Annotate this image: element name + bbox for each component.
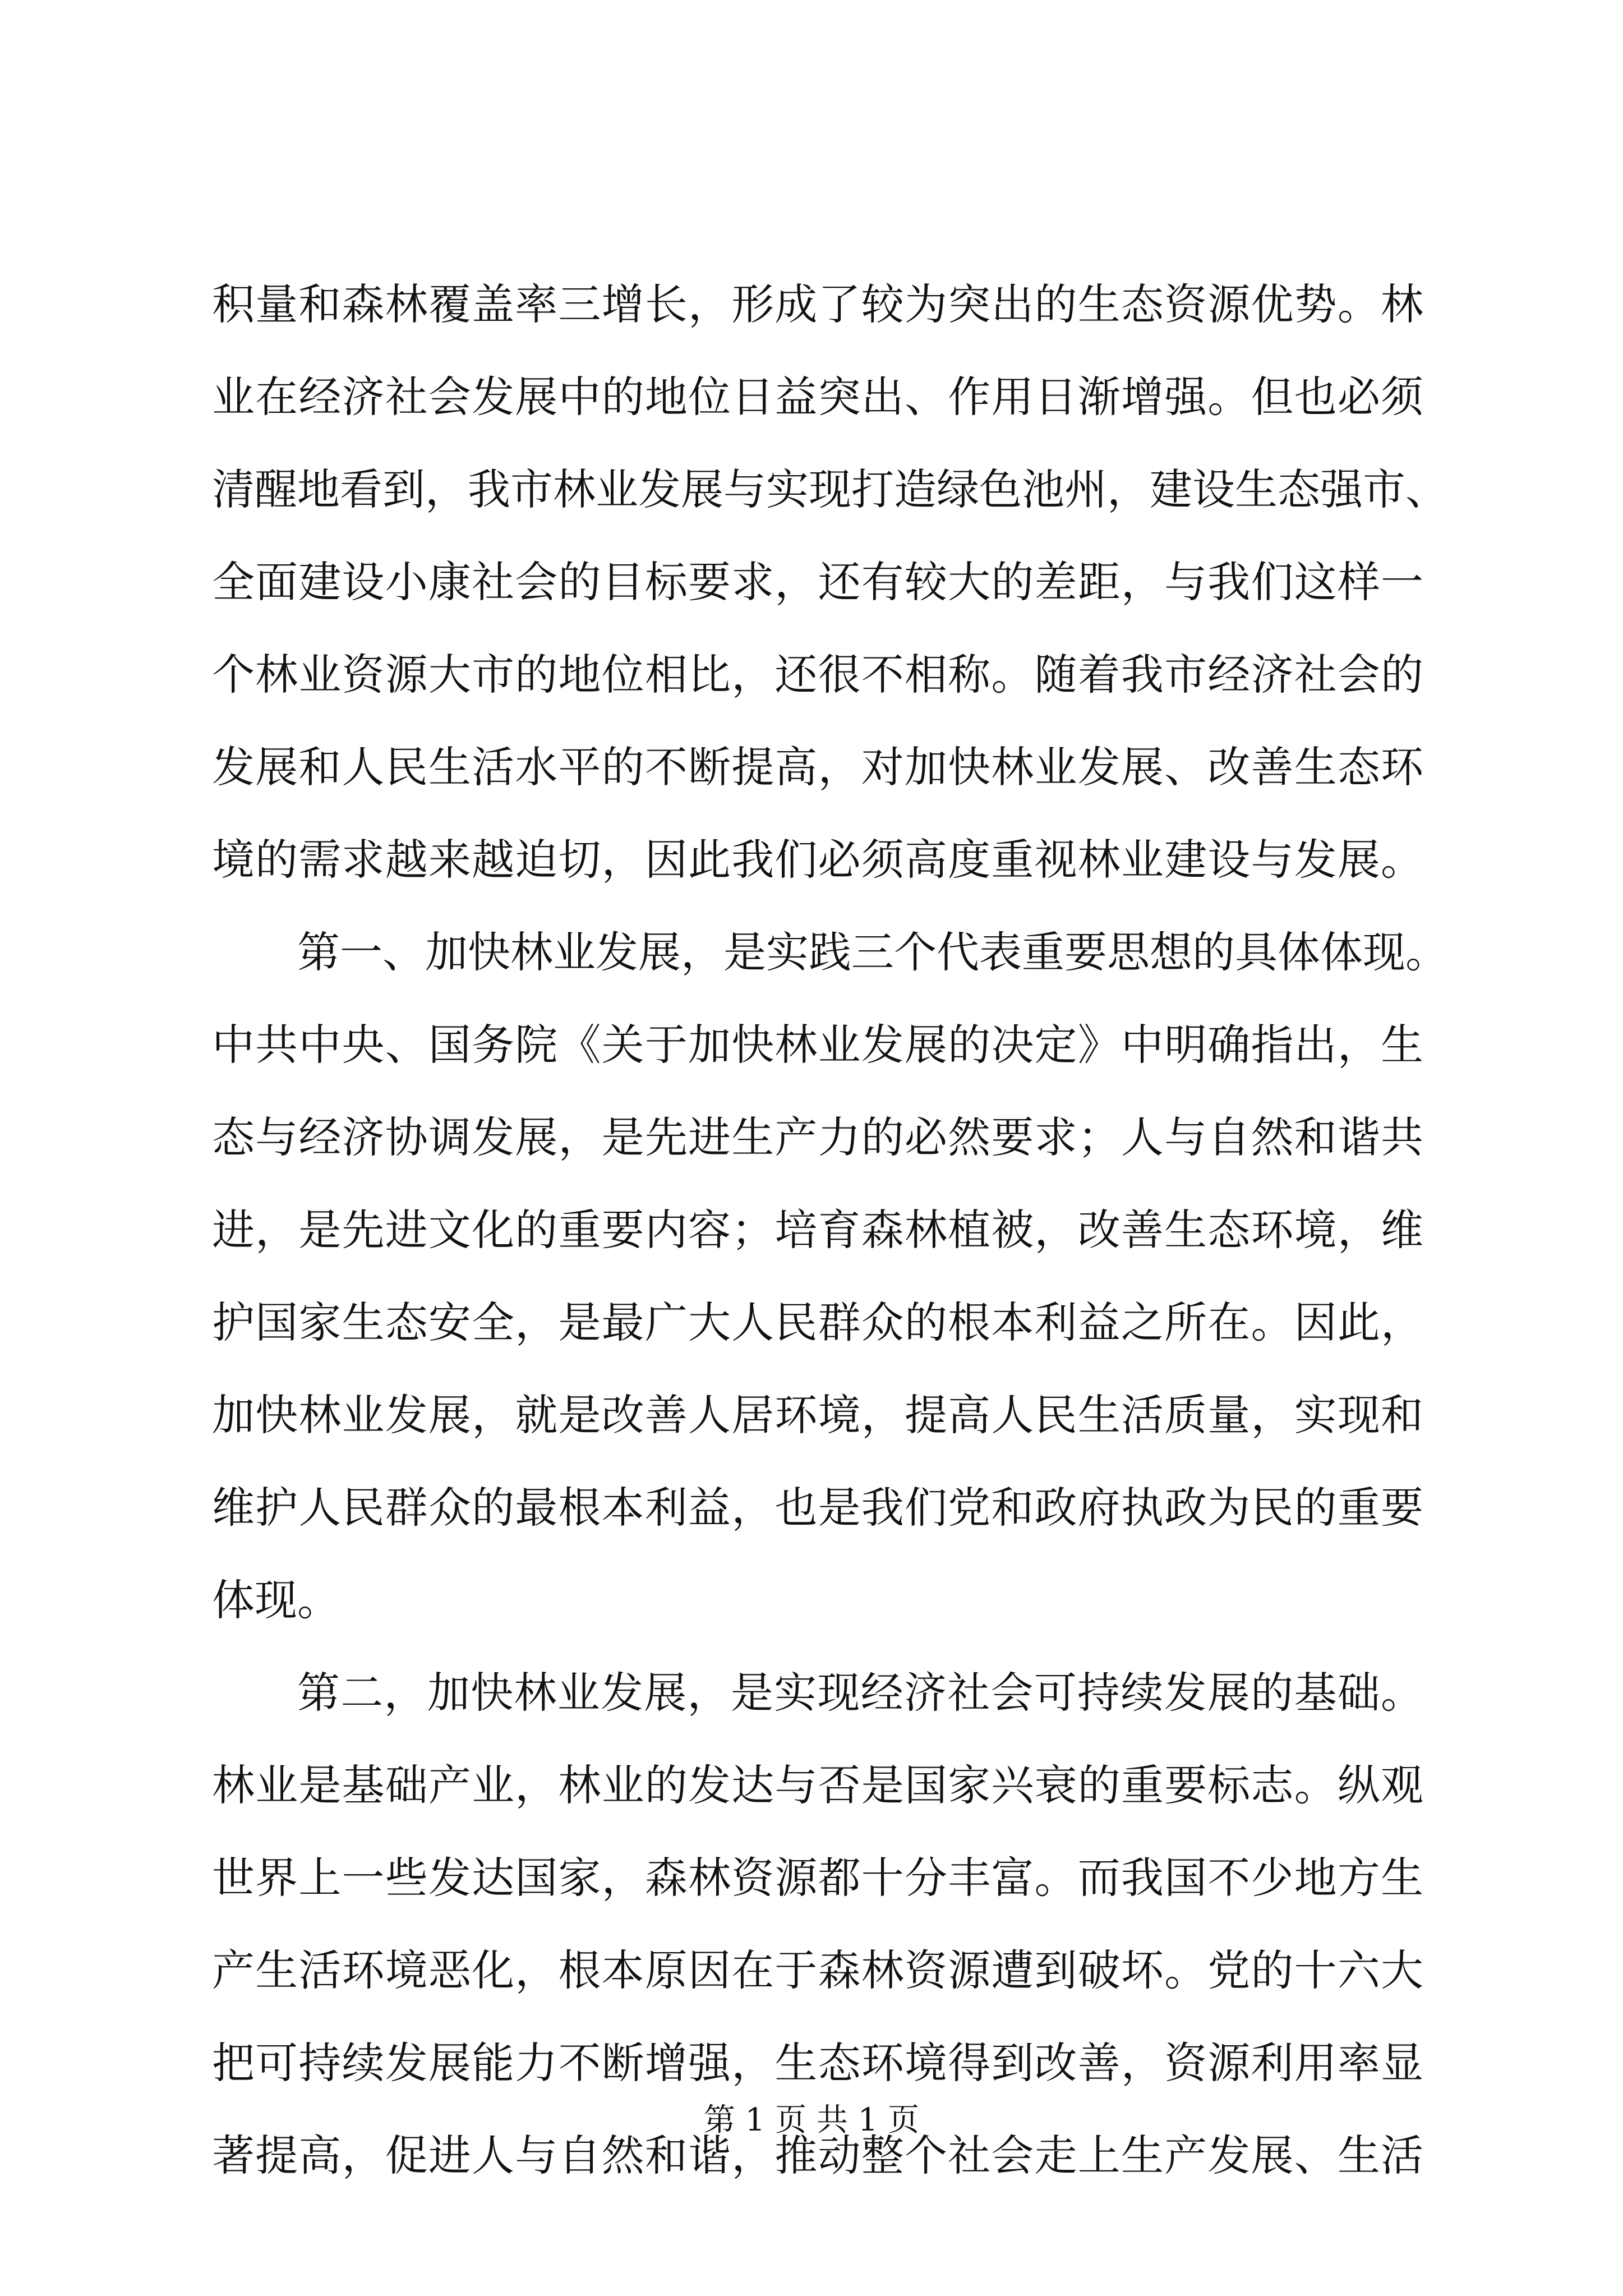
- text-line: 世界上一些发达国家，森林资源都十分丰富。而我国不少地方生: [212, 1853, 1423, 1903]
- text-line: 清醒地看到，我市林业发展与实现打造绿色池州，建设生态强市、: [212, 464, 1448, 514]
- text-line: 个林业资源大市的地位相比，还很不相称。随着我市经济社会的: [212, 650, 1423, 700]
- paragraph-first-line: 第一、加快林业发展，是实践三个代表重要思想的具体体现。: [297, 927, 1448, 977]
- text-line: 产生活环境恶化，根本原因在于森林资源遭到破坏。党的十六大: [212, 1945, 1423, 1995]
- text-line: 全面建设小康社会的目标要求，还有较大的差距，与我们这样一: [212, 557, 1423, 607]
- text-line: 维护人民群众的最根本利益，也是我们党和政府执政为民的重要: [212, 1483, 1423, 1533]
- text-line: 积量和森林覆盖率三增长，形成了较为突出的生态资源优势。林: [212, 279, 1423, 329]
- text-line: 加快林业发展，就是改善人居环境，提高人民生活质量，实现和: [212, 1390, 1423, 1440]
- text-line: 态与经济协调发展，是先进生产力的必然要求；人与自然和谐共: [212, 1112, 1423, 1162]
- document-body: [212, 258, 1448, 2202]
- text-line: 发展和人民生活水平的不断提高，对加快林业发展、改善生态环: [212, 742, 1423, 792]
- text-line: 境的需求越来越迫切，因此我们必须高度重视林业建设与发展。: [212, 835, 1423, 885]
- page-number-label: 第 1 页 共 1 页: [703, 2102, 920, 2138]
- paragraph-last-line: 体现。: [212, 1575, 340, 1625]
- text-line: 林业是基础产业，林业的发达与否是国家兴衰的重要标志。纵观: [212, 1760, 1423, 1810]
- text-line: 把可持续发展能力不断增强，生态环境得到改善，资源利用率显: [212, 2038, 1423, 2088]
- text-line: 进，是先进文化的重要内容；培育森林植被，改善生态环境，维: [212, 1205, 1423, 1255]
- text-line: 中共中央、国务院《关于加快林业发展的决定》中明确指出，生: [212, 1020, 1423, 1070]
- page-footer: [0, 2098, 1623, 2143]
- text-line: 护国家生态安全，是最广大人民群众的根本利益之所在。因此，: [212, 1297, 1423, 1347]
- text-line: 著提高，促进人与自然和谐，推动整个社会走上生产发展、生活: [212, 2131, 1423, 2180]
- text-line: 业在经济社会发展中的地位日益突出、作用日渐增强。但也必须: [212, 372, 1423, 422]
- paragraph-first-line: 第二，加快林业发展，是实现经济社会可持续发展的基础。: [297, 1668, 1423, 1718]
